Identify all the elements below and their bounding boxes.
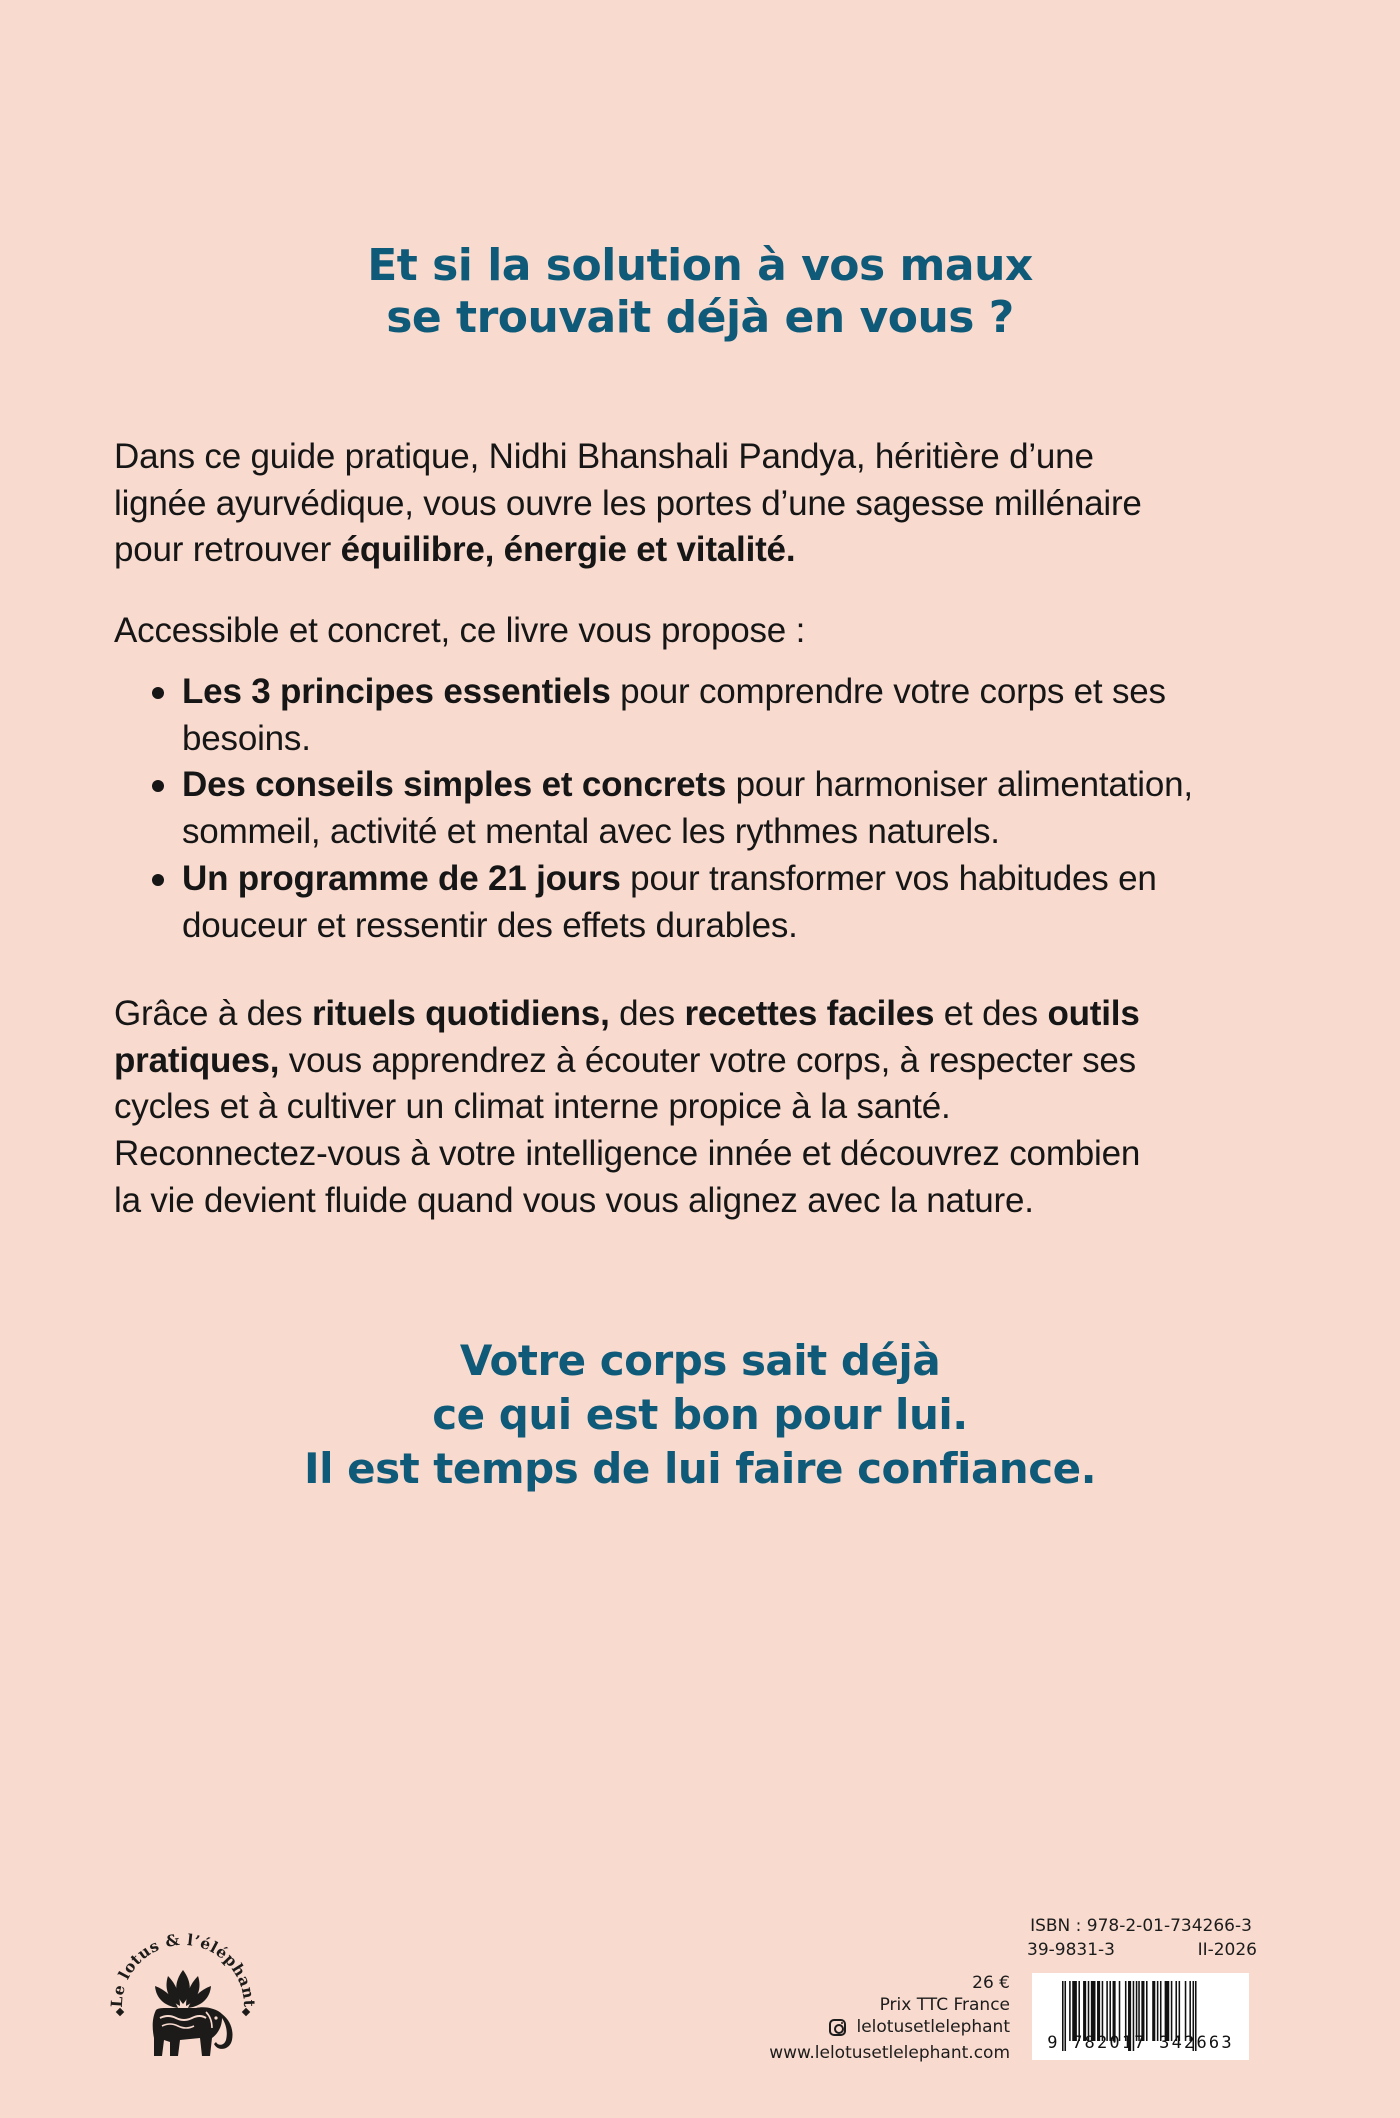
- bullet-bold: Les 3 principes essentiels: [182, 672, 611, 711]
- headline-line-2: se trouvait déjà en vous ?: [386, 292, 1014, 343]
- quote-line-1: Votre corps sait déjà: [459, 1336, 941, 1385]
- instagram-handle: lelotusetlelephant: [856, 2017, 1010, 2037]
- isbn-label: ISBN : 978-2-01-734266-3: [1030, 1916, 1252, 1936]
- barcode: [1032, 1973, 1249, 2060]
- intro-line-1: Dans ce guide pratique, Nidhi Bhanshali Pandya, héritière d’une: [114, 437, 1094, 476]
- bullet-line-2: sommeil, activité et mental avec les rythmes naturels.: [182, 812, 1000, 852]
- bullet-text: pour harmoniser alimentation,: [726, 765, 1193, 805]
- closing-line-1: [114, 991, 1294, 1038]
- bullet-list: [152, 669, 1302, 949]
- bullet-line-2: douceur et ressentir des effets durables.: [182, 905, 798, 945]
- price-and-contact: [769, 1972, 1010, 2064]
- edition-code: II-2026: [1197, 1940, 1257, 1960]
- closing-line-2: [114, 1038, 1294, 1085]
- bullet-bold: Un programme de 21 jours: [182, 858, 621, 898]
- bullet-line-1: [182, 856, 1302, 903]
- barcode-digits: 9 782017 342663: [1047, 2033, 1234, 2053]
- isbn-codes: [1017, 1938, 1265, 1962]
- intro-line-3: [114, 527, 1294, 574]
- headline: [0, 240, 1400, 344]
- bullet-bold: Des conseils simples et concrets: [182, 765, 727, 805]
- closing-line-4: Reconnectez-vous à votre intelligence innée et découvrez combien: [114, 1134, 1141, 1174]
- instagram-icon: [829, 2019, 846, 2036]
- closing-quote: [0, 1334, 1400, 1496]
- bullet-line-1: [182, 762, 1302, 809]
- elephant-lotus-icon: [108, 1928, 258, 2068]
- quote-line-3: Il est temps de lui faire confiance.: [303, 1444, 1097, 1493]
- bullet-dot-icon: [152, 874, 164, 886]
- emphasis: outils: [1047, 994, 1140, 1033]
- headline-line-1: Et si la solution à vos maux: [367, 240, 1033, 291]
- intro-emphasis: équilibre, énergie et vitalité.: [340, 530, 796, 570]
- publisher-logo: [108, 1928, 258, 2068]
- website-link[interactable]: www.lelotusetlelephant.com: [769, 2042, 1010, 2063]
- quote-line-2: ce qui est bon pour lui.: [432, 1390, 968, 1439]
- logo-text: Le lotus & l’éléphant: [108, 1929, 258, 2008]
- closing-line-3: cycles et à cultiver un climat interne propice à la santé.: [114, 1087, 951, 1127]
- intro-paragraph: [114, 434, 1294, 574]
- intro-line-3-text: pour retrouver: [114, 530, 341, 570]
- bullet-dot-icon: [152, 780, 164, 792]
- price-label: Prix TTC France: [879, 1995, 1010, 2015]
- closing-paragraph: [114, 991, 1294, 1225]
- text: des: [609, 994, 685, 1033]
- bullet-item: [152, 669, 1302, 762]
- bullet-item: [152, 762, 1302, 855]
- instagram-link[interactable]: [769, 2016, 1010, 2042]
- emphasis: recettes faciles: [684, 994, 935, 1033]
- list-intro-text: Accessible et concret, ce livre vous propose :: [114, 611, 806, 650]
- bullet-dot-icon: [152, 687, 164, 699]
- bullet-text: pour transformer vos habitudes en: [620, 858, 1157, 898]
- list-intro: [114, 608, 1294, 655]
- emphasis: rituels quotidiens,: [311, 994, 610, 1033]
- price-amount: 26 €: [972, 1973, 1010, 1993]
- intro-line-2: lignée ayurvédique, vous ouvre les portes d’une sagesse millénaire: [114, 483, 1142, 523]
- bullet-item: [152, 856, 1302, 949]
- bullet-line-2: besoins.: [182, 718, 311, 758]
- text: et des: [934, 994, 1048, 1033]
- text: vous apprendrez à écouter votre corps, à respecter ses: [279, 1040, 1136, 1080]
- isbn-block: [1017, 1914, 1265, 1962]
- bullet-text: pour comprendre votre corps et ses: [610, 672, 1166, 711]
- bullet-line-1: [182, 669, 1302, 716]
- internal-code: 39-9831-3: [1027, 1940, 1115, 1960]
- closing-line-5: la vie devient fluide quand vous vous alignez avec la nature.: [114, 1180, 1034, 1220]
- emphasis: pratiques,: [114, 1040, 280, 1080]
- text: Grâce à des: [114, 994, 312, 1033]
